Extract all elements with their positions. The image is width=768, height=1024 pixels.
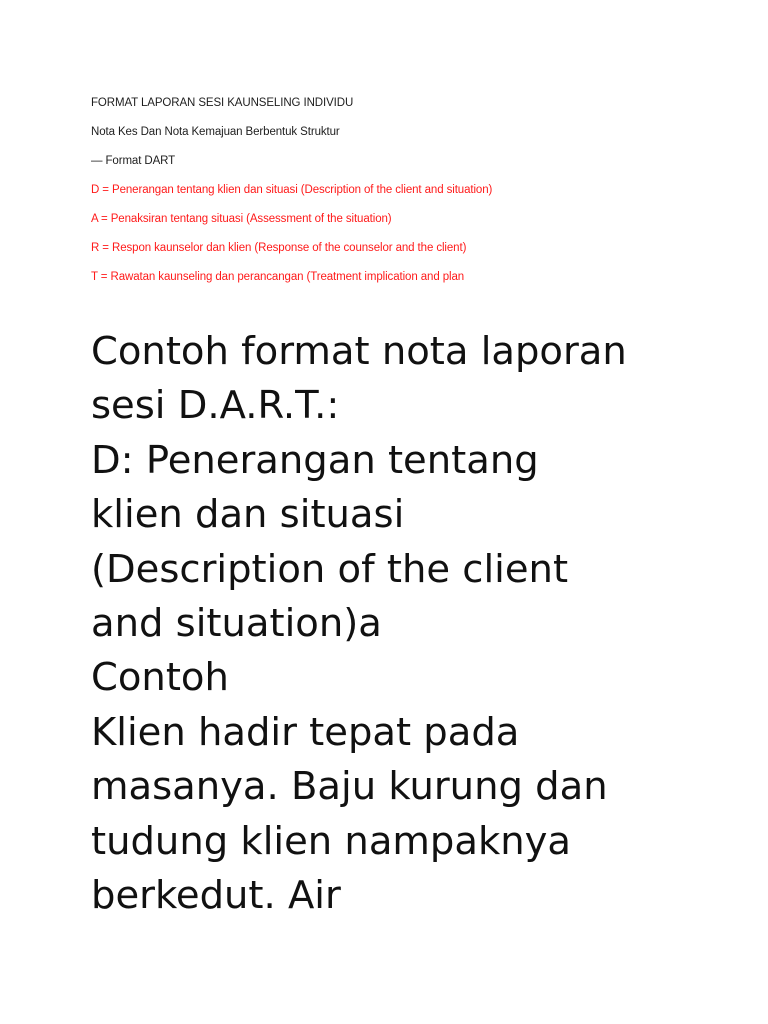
- example-line: (Description of the client: [91, 546, 569, 592]
- document-title: FORMAT LAPORAN SESI KAUNSELING INDIVIDU: [91, 97, 354, 109]
- example-line: Contoh: [91, 655, 229, 701]
- dart-item-t: T = Rawatan kaunseling dan perancangan (Treatment implication and plan: [91, 271, 465, 283]
- example-line: Klien hadir tepat pada: [91, 709, 520, 755]
- example-line: tudung klien nampaknya: [91, 818, 572, 864]
- example-line: Contoh format nota laporan: [91, 329, 627, 374]
- example-line: masanya. Baju kurung dan: [91, 764, 608, 810]
- format-name: — Format DART: [91, 155, 176, 167]
- document-subtitle: Nota Kes Dan Nota Kemajuan Berbentuk Struktur: [91, 126, 340, 138]
- example-line: berkedut. Air: [91, 873, 341, 919]
- example-text-block: [91, 325, 731, 923]
- dart-item-r: R = Respon kaunselor dan klien (Response of the counselor and the client): [91, 242, 467, 254]
- example-line: and situation)a: [91, 601, 382, 647]
- example-line: D: Penerangan tentang: [91, 437, 539, 483]
- example-line: sesi D.A.R.T.:: [91, 383, 340, 429]
- example-line: klien dan situasi: [91, 492, 405, 538]
- dart-item-a: A = Penaksiran tentang situasi (Assessment of the situation): [91, 213, 392, 225]
- dart-item-d: D = Penerangan tentang klien dan situasi (Description of the client and situation): [91, 184, 493, 196]
